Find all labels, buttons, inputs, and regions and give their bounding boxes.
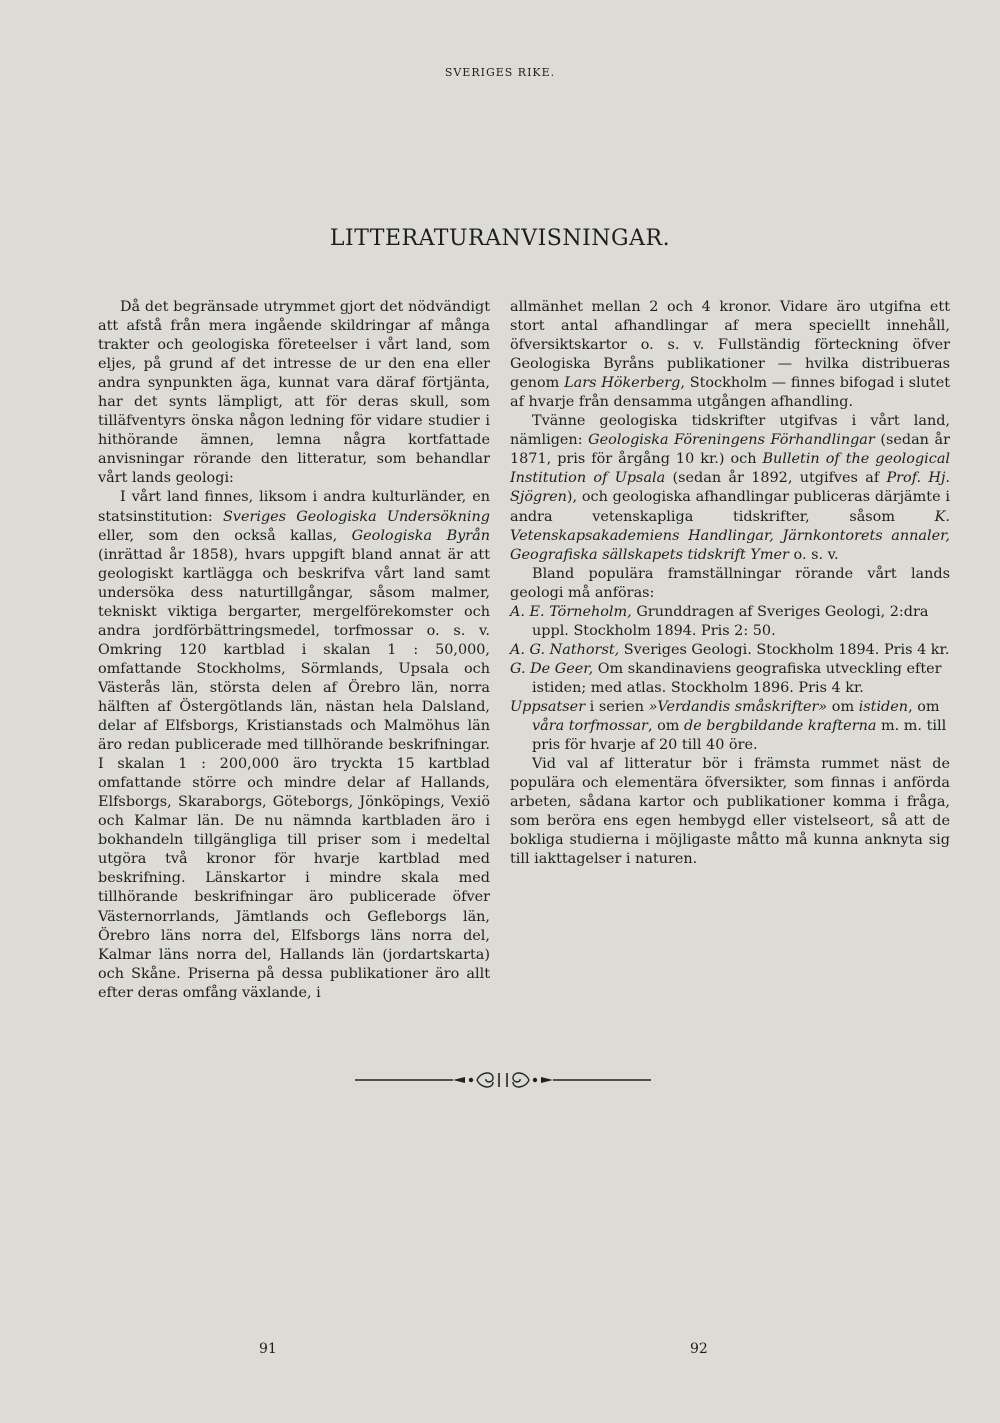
running-header: SVERIGES RIKE.	[444, 66, 556, 79]
text-run: (sedan år 1871, pris för årgång 10 kr.) och	[510, 432, 950, 468]
text-run: Om skandinaviens geografiska utveckling efter istiden; med atlas. Stockholm 1896. Pris 4 kr.	[532, 660, 942, 696]
text-run: eller, som den också kallas,	[98, 527, 352, 544]
right-column	[510, 298, 950, 869]
page-number-right: 92	[690, 1341, 708, 1357]
italic-run: A. E. Törneholm,	[510, 603, 632, 620]
italic-run: Sveriges Geologiska Undersökning	[222, 508, 490, 525]
italic-run: G. De Geer,	[510, 660, 594, 677]
italic-run: »Verdandis småskrifter»	[648, 698, 828, 715]
italic-run: de bergbildande krafterna	[683, 718, 877, 735]
text-run: ), och geologiska afhandlingar publiceras därjämte i andra vetenskapliga tidskrifter, såsom	[510, 489, 950, 525]
italic-run: istiden	[858, 698, 909, 715]
reference-item	[510, 603, 950, 641]
reference-item	[510, 698, 950, 755]
text-run: (sedan år 1892, utgifves af	[665, 470, 887, 487]
italic-run: Prof. Hj. Sjögren	[510, 470, 951, 506]
italic-run: Geologiska Föreningens Förhandlingar	[588, 432, 875, 449]
paragraph: Bland populära framställningar rörande vårt lands geologi må anföras:	[510, 565, 950, 601]
ornament-divider-icon	[353, 1068, 653, 1092]
paragraph	[510, 298, 950, 412]
article-title: LITTERATURANVISNINGAR.	[329, 226, 671, 251]
italic-run: Bulletin of the geological Institution of Upsala	[510, 451, 950, 487]
italic-run: Uppsatser	[510, 698, 586, 715]
italic-run: A. G. Nathorst,	[510, 641, 620, 658]
paragraph: Vid val af litteratur bör i främsta rummet näst de populära och elementära öfversikter, som finnas i anförda arbeten, sådana kartor och publikationer komma i fråga, som beröra ens egen hembygd eller vistelseort, så att de bokliga studierna i möjligaste måtto må kunna anknyta sig till iakttagelser i naturen.	[510, 756, 950, 868]
reference-item	[510, 641, 950, 660]
italic-run: Geologiska Byrån	[351, 527, 491, 544]
italic-run: våra torfmossar	[532, 718, 648, 735]
paragraph: Då det begränsade utrymmet gjort det nödvändigt att afstå från mera ingående skildringar af många trakter och geologiska företeelser i vårt land, som eljes, på grund af det intresse de ur den ena eller andra synpunkten äga, kunnat vara däraf förtjänta, har det synts lämpligt, att för deras skull, som tilläfventyrs önska någon ledning för vidare studier i hithörande ämnen, lemna några kortfattade anvisningar rörande den litteratur, som behandlar vårt lands geologi:	[98, 299, 490, 487]
text-run: , om	[908, 698, 940, 715]
text-run: allmänhet mellan 2 och 4 kronor. Vidare äro utgifna ett stort antal afhandlingar af mera speciellt innehåll, öfversiktskartor o. s. v. Fullständig förteckning öfver Geologiska Byråns publikationer — hvilka distribueras genom	[510, 299, 950, 392]
text-run: I vårt land finnes, liksom i andra kulturländer, en statsinstitution:	[98, 489, 490, 525]
paragraph	[510, 412, 950, 564]
italic-run: Lars Hökerberg	[564, 375, 681, 392]
text-run: Sveriges Geologi. Stockholm 1894. Pris 4 kr.	[619, 641, 950, 658]
reference-item	[510, 660, 950, 698]
text-run: o. s. v.	[788, 546, 839, 563]
italic-run: K. Vetenskapsakademiens Handlingar, Järnkontorets annaler, Geografiska sällskapets tidskrift Ymer	[510, 508, 950, 563]
text-run: om	[827, 698, 859, 715]
text-run: , om	[647, 718, 684, 735]
text-run: m. m. till pris för hvarje af 20 till 40 öre.	[532, 718, 947, 754]
text-run: i serien	[585, 698, 649, 715]
text-run: , Stockholm — finnes bifogad i slutet af hvarje från densamma utgången afhandling.	[510, 375, 950, 411]
text-run: Grunddragen af Sveriges Geologi, 2:dra uppl. Stockholm 1894. Pris 2: 50.	[532, 603, 929, 639]
page-number-left: 91	[259, 1341, 277, 1357]
left-column	[98, 298, 490, 1003]
text-run: (inrättad år 1858), hvars uppgift bland annat är att geologiskt kartlägga och beskrifva vårt land samt undersöka dess naturtillgångar, såsom malmer, tekniskt viktiga bergarter, mergelförekomster och andra jordförbättringsmedel, torfmossar o. s. v. Omkring 120 kartblad i skalan 1 : 50,000, omfattande Stockholms, Sörmlands, Upsala och Västerås län, största delen af Örebro län, norra hälften af Östergötlands län, nästan hela Dalsland, delar af Elfsborgs, Kristianstads och Malmöhus län äro redan publicerade med tillhörande beskrifningar. I skalan 1 : 200,000 äro tryckta 15 kartblad omfattande större och mindre delar af Hallands, Elfsborgs, Skaraborgs, Göteborgs, Jönköpings, Vexiö och Kalmar län. De nu nämnda kartbladen äro i bokhandeln tillgängliga till priser som i medeltal utgöra två kronor för hvarje kartblad med beskrifning. Länskartor i mindre skala med tillhörande beskrifningar äro publicerade öfver Västernorrlands, Jämtlands och Gefleborgs län, Örebro läns norra del, Elfsborgs läns norra del, Kalmar läns norra del, Hallands län (jordartskarta) och Skåne. Priserna på dessa publikationer äro allt efter deras omfång växlande, i	[98, 546, 490, 1001]
text-run: Tvänne geologiska tidskrifter utgifvas i vårt land, nämligen:	[510, 413, 950, 449]
paragraph	[98, 488, 490, 1002]
